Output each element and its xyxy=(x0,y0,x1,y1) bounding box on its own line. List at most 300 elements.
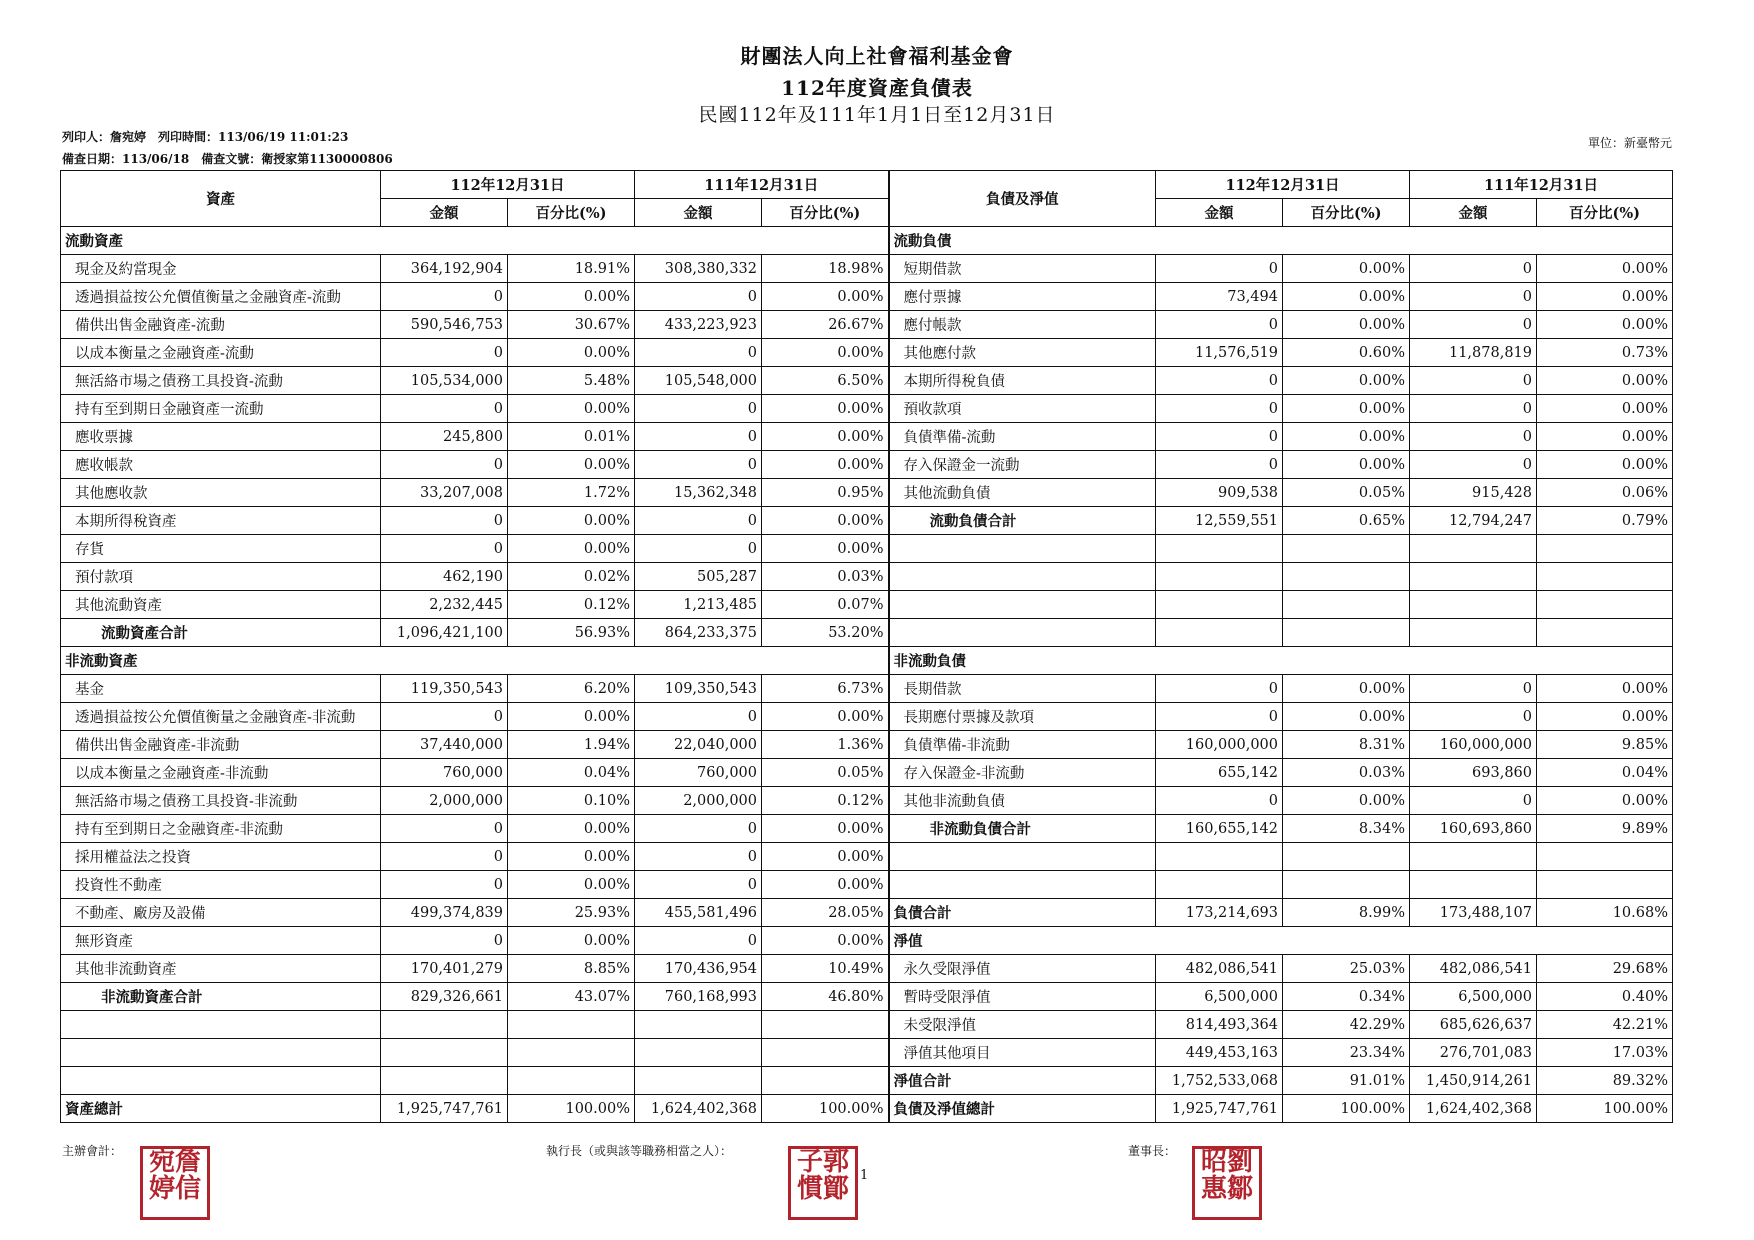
liability-label: 淨值 xyxy=(889,927,1673,955)
liability-label: 長期借款 xyxy=(889,675,1156,703)
asset-amount-cell: 1,213,485 xyxy=(635,591,762,619)
asset-amount-cell: 1,096,421,100 xyxy=(381,619,508,647)
asset-amount-cell: 462,190 xyxy=(381,563,508,591)
asset-percent-cell: 0.00% xyxy=(762,451,889,479)
asset-amount-cell: 760,000 xyxy=(381,759,508,787)
liability-amount-cell: 6,500,000 xyxy=(1156,983,1283,1011)
liability-percent-cell: 17.03% xyxy=(1537,1039,1673,1067)
asset-amount-cell: 2,000,000 xyxy=(381,787,508,815)
liability-label: 本期所得稅負債 xyxy=(889,367,1156,395)
table-row xyxy=(61,619,1673,647)
liability-percent-cell: 0.04% xyxy=(1537,759,1673,787)
liability-amount-cell: 0 xyxy=(1156,675,1283,703)
table-row xyxy=(61,591,1673,619)
liability-percent-cell: 0.00% xyxy=(1283,395,1410,423)
liability-label: 長期應付票據及款項 xyxy=(889,703,1156,731)
liability-label xyxy=(889,619,1156,647)
asset-label: 持有至到期日金融資產一流動 xyxy=(61,395,381,423)
liability-percent-cell: 0.05% xyxy=(1283,479,1410,507)
liability-amount-cell xyxy=(1410,563,1537,591)
table-row xyxy=(61,871,1673,899)
liability-amount-cell: 6,500,000 xyxy=(1410,983,1537,1011)
asset-amount-cell: 0 xyxy=(635,423,762,451)
table-row xyxy=(61,507,1673,535)
asset-label: 其他非流動資產 xyxy=(61,955,381,983)
asset-percent-cell: 0.00% xyxy=(762,423,889,451)
liability-percent-cell: 0.00% xyxy=(1537,787,1673,815)
liability-percent-cell: 9.85% xyxy=(1537,731,1673,759)
liability-amount-cell: 482,086,541 xyxy=(1156,955,1283,983)
percent-header: 百分比(%) xyxy=(762,199,889,227)
liability-percent-cell: 0.00% xyxy=(1537,311,1673,339)
liability-percent-cell: 0.34% xyxy=(1283,983,1410,1011)
liability-amount-cell: 0 xyxy=(1156,423,1283,451)
asset-percent-cell: 0.00% xyxy=(762,535,889,563)
liability-label: 未受限淨值 xyxy=(889,1011,1156,1039)
asset-percent-cell: 0.00% xyxy=(508,535,635,563)
liability-amount-cell: 0 xyxy=(1156,787,1283,815)
asset-percent-cell: 0.00% xyxy=(762,871,889,899)
asset-percent-cell: 1.36% xyxy=(762,731,889,759)
table-row xyxy=(61,479,1673,507)
balance-sheet-body xyxy=(61,227,1673,1123)
liability-label: 淨值合計 xyxy=(889,1067,1156,1095)
asset-label xyxy=(61,1011,381,1039)
org-title: 財團法人向上社會福利基金會 xyxy=(740,44,1014,68)
table-row xyxy=(61,759,1673,787)
asset-percent-cell xyxy=(762,1039,889,1067)
liability-amount-cell: 160,000,000 xyxy=(1410,731,1537,759)
asset-label: 其他應收款 xyxy=(61,479,381,507)
liability-percent-cell: 91.01% xyxy=(1283,1067,1410,1095)
liability-amount-cell: 276,701,083 xyxy=(1410,1039,1537,1067)
table-row xyxy=(61,255,1673,283)
asset-amount-cell: 0 xyxy=(635,507,762,535)
liability-amount-cell: 685,626,637 xyxy=(1410,1011,1537,1039)
liability-label: 預收款項 xyxy=(889,395,1156,423)
liability-amount-cell: 0 xyxy=(1156,703,1283,731)
liability-label: 短期借款 xyxy=(889,255,1156,283)
asset-amount-cell: 0 xyxy=(381,871,508,899)
liabilities-year112-header: 112年12月31日 xyxy=(1156,171,1410,199)
asset-amount-cell: 829,326,661 xyxy=(381,983,508,1011)
asset-percent-cell: 0.10% xyxy=(508,787,635,815)
liability-amount-cell: 0 xyxy=(1156,255,1283,283)
asset-amount-cell: 0 xyxy=(635,283,762,311)
liability-amount-cell: 0 xyxy=(1410,255,1537,283)
liability-amount-cell: 0 xyxy=(1156,367,1283,395)
liability-label: 應付帳款 xyxy=(889,311,1156,339)
asset-amount-cell xyxy=(381,1011,508,1039)
chairman-seal: 昭劉惠鄒 xyxy=(1192,1146,1262,1220)
report-title: 112年度資產負債表 xyxy=(781,76,973,100)
percent-header: 百分比(%) xyxy=(1537,199,1673,227)
table-row xyxy=(61,843,1673,871)
liability-amount-cell: 173,488,107 xyxy=(1410,899,1537,927)
liability-label: 非流動負債 xyxy=(889,647,1673,675)
table-row xyxy=(61,1011,1673,1039)
asset-amount-cell: 37,440,000 xyxy=(381,731,508,759)
asset-percent-cell: 0.00% xyxy=(762,815,889,843)
asset-percent-cell: 0.00% xyxy=(508,927,635,955)
table-row xyxy=(61,311,1673,339)
asset-amount-cell: 760,000 xyxy=(635,759,762,787)
liability-amount-cell: 1,624,402,368 xyxy=(1410,1095,1537,1123)
asset-amount-cell: 105,534,000 xyxy=(381,367,508,395)
asset-percent-cell: 0.01% xyxy=(508,423,635,451)
asset-label: 採用權益法之投資 xyxy=(61,843,381,871)
asset-percent-cell: 53.20% xyxy=(762,619,889,647)
asset-amount-cell: 2,000,000 xyxy=(635,787,762,815)
liability-amount-cell: 0 xyxy=(1410,787,1537,815)
asset-percent-cell: 10.49% xyxy=(762,955,889,983)
liability-amount-cell: 173,214,693 xyxy=(1156,899,1283,927)
accountant-seal: 宛詹婷信 xyxy=(140,1146,210,1220)
asset-percent-cell: 8.85% xyxy=(508,955,635,983)
asset-percent-cell: 0.03% xyxy=(762,563,889,591)
asset-percent-cell: 0.00% xyxy=(762,339,889,367)
liability-percent-cell: 8.99% xyxy=(1283,899,1410,927)
asset-percent-cell: 25.93% xyxy=(508,899,635,927)
liability-amount-cell: 0 xyxy=(1410,451,1537,479)
liability-percent-cell: 0.00% xyxy=(1537,423,1673,451)
liability-amount-cell: 449,453,163 xyxy=(1156,1039,1283,1067)
asset-amount-cell: 170,436,954 xyxy=(635,955,762,983)
asset-label xyxy=(61,1039,381,1067)
asset-label: 非流動資產 xyxy=(61,647,889,675)
asset-label: 資產總計 xyxy=(61,1095,381,1123)
liability-percent-cell: 0.00% xyxy=(1283,787,1410,815)
liability-amount-cell: 1,925,747,761 xyxy=(1156,1095,1283,1123)
amount-header: 金額 xyxy=(1410,199,1537,227)
asset-percent-cell: 0.00% xyxy=(762,395,889,423)
liability-amount-cell: 0 xyxy=(1156,451,1283,479)
liability-amount-cell xyxy=(1156,535,1283,563)
table-row xyxy=(61,703,1673,731)
liability-amount-cell xyxy=(1156,591,1283,619)
asset-percent-cell: 0.00% xyxy=(508,871,635,899)
asset-percent-cell xyxy=(508,1039,635,1067)
asset-percent-cell: 0.00% xyxy=(762,927,889,955)
asset-amount-cell: 364,192,904 xyxy=(381,255,508,283)
asset-amount-cell: 170,401,279 xyxy=(381,955,508,983)
asset-percent-cell: 0.00% xyxy=(508,283,635,311)
liabilities-year111-header: 111年12月31日 xyxy=(1410,171,1673,199)
table-row xyxy=(61,1067,1673,1095)
asset-amount-cell: 505,287 xyxy=(635,563,762,591)
liability-percent-cell: 100.00% xyxy=(1537,1095,1673,1123)
asset-amount-cell: 499,374,839 xyxy=(381,899,508,927)
liability-percent-cell xyxy=(1283,591,1410,619)
liability-label: 應付票據 xyxy=(889,283,1156,311)
asset-percent-cell: 1.94% xyxy=(508,731,635,759)
table-row xyxy=(61,927,1673,955)
asset-percent-cell: 100.00% xyxy=(762,1095,889,1123)
asset-amount-cell: 22,040,000 xyxy=(635,731,762,759)
asset-percent-cell: 0.95% xyxy=(762,479,889,507)
asset-amount-cell: 0 xyxy=(635,703,762,731)
asset-amount-cell xyxy=(635,1067,762,1095)
liability-label: 非流動負債合計 xyxy=(889,815,1156,843)
liability-amount-cell xyxy=(1410,535,1537,563)
balance-sheet-table xyxy=(60,170,1673,1123)
liability-label: 淨值其他項目 xyxy=(889,1039,1156,1067)
asset-percent-cell: 43.07% xyxy=(508,983,635,1011)
liability-label: 流動負債 xyxy=(889,227,1673,255)
asset-percent-cell: 0.00% xyxy=(762,283,889,311)
asset-percent-cell: 30.67% xyxy=(508,311,635,339)
liability-percent-cell: 0.03% xyxy=(1283,759,1410,787)
asset-label: 無活絡市場之債務工具投資-非流動 xyxy=(61,787,381,815)
liability-percent-cell: 0.00% xyxy=(1537,675,1673,703)
liability-amount-cell xyxy=(1410,871,1537,899)
asset-percent-cell: 0.00% xyxy=(508,815,635,843)
asset-percent-cell: 0.12% xyxy=(762,787,889,815)
liability-percent-cell: 0.00% xyxy=(1537,367,1673,395)
liability-amount-cell: 12,559,551 xyxy=(1156,507,1283,535)
liability-percent-cell: 0.00% xyxy=(1283,283,1410,311)
liability-amount-cell: 814,493,364 xyxy=(1156,1011,1283,1039)
asset-amount-cell: 433,223,923 xyxy=(635,311,762,339)
liability-percent-cell: 100.00% xyxy=(1283,1095,1410,1123)
asset-amount-cell: 0 xyxy=(381,927,508,955)
asset-percent-cell: 0.00% xyxy=(508,703,635,731)
liability-amount-cell xyxy=(1156,843,1283,871)
liability-percent-cell xyxy=(1537,619,1673,647)
asset-amount-cell: 0 xyxy=(381,703,508,731)
liability-label: 負債合計 xyxy=(889,899,1156,927)
liability-amount-cell xyxy=(1410,843,1537,871)
asset-amount-cell: 245,800 xyxy=(381,423,508,451)
liability-amount-cell: 0 xyxy=(1410,283,1537,311)
liability-amount-cell: 11,878,819 xyxy=(1410,339,1537,367)
liability-label: 其他非流動負債 xyxy=(889,787,1156,815)
liability-label xyxy=(889,843,1156,871)
asset-label: 透過損益按公允價值衡量之金融資產-非流動 xyxy=(61,703,381,731)
asset-amount-cell: 0 xyxy=(635,871,762,899)
liability-percent-cell: 8.31% xyxy=(1283,731,1410,759)
asset-percent-cell: 0.00% xyxy=(762,843,889,871)
asset-percent-cell: 1.72% xyxy=(508,479,635,507)
table-row xyxy=(61,983,1673,1011)
liability-label: 負債準備-流動 xyxy=(889,423,1156,451)
liability-amount-cell: 0 xyxy=(1156,395,1283,423)
liability-label: 流動負債合計 xyxy=(889,507,1156,535)
table-row xyxy=(61,395,1673,423)
liability-amount-cell: 160,000,000 xyxy=(1156,731,1283,759)
liability-label xyxy=(889,591,1156,619)
liability-amount-cell xyxy=(1410,619,1537,647)
asset-percent-cell: 6.50% xyxy=(762,367,889,395)
asset-amount-cell: 109,350,543 xyxy=(635,675,762,703)
asset-percent-cell: 0.00% xyxy=(508,843,635,871)
table-row xyxy=(61,451,1673,479)
table-row xyxy=(61,1039,1673,1067)
asset-amount-cell: 455,581,496 xyxy=(635,899,762,927)
liability-amount-cell: 160,655,142 xyxy=(1156,815,1283,843)
asset-label: 備供出售金融資產-流動 xyxy=(61,311,381,339)
liability-percent-cell: 0.00% xyxy=(1283,311,1410,339)
asset-amount-cell: 15,362,348 xyxy=(635,479,762,507)
page-number: 1 xyxy=(860,1168,869,1183)
percent-header: 百分比(%) xyxy=(1283,199,1410,227)
asset-label xyxy=(61,1067,381,1095)
asset-label: 流動資產合計 xyxy=(61,619,381,647)
assets-year112-header: 112年12月31日 xyxy=(381,171,635,199)
liability-amount-cell: 11,576,519 xyxy=(1156,339,1283,367)
asset-percent-cell: 5.48% xyxy=(508,367,635,395)
amount-header: 金額 xyxy=(1156,199,1283,227)
table-row xyxy=(61,899,1673,927)
asset-percent-cell: 0.00% xyxy=(762,703,889,731)
liability-percent-cell: 10.68% xyxy=(1537,899,1673,927)
asset-label: 備供出售金融資產-非流動 xyxy=(61,731,381,759)
asset-percent-cell: 56.93% xyxy=(508,619,635,647)
liability-amount-cell: 73,494 xyxy=(1156,283,1283,311)
asset-percent-cell: 0.05% xyxy=(762,759,889,787)
asset-label: 無形資產 xyxy=(61,927,381,955)
liability-percent-cell: 0.60% xyxy=(1283,339,1410,367)
liability-amount-cell: 0 xyxy=(1410,311,1537,339)
asset-amount-cell: 0 xyxy=(635,927,762,955)
asset-percent-cell: 0.07% xyxy=(762,591,889,619)
asset-amount-cell: 590,546,753 xyxy=(381,311,508,339)
liability-label: 暫時受限淨值 xyxy=(889,983,1156,1011)
liability-percent-cell xyxy=(1283,563,1410,591)
liability-amount-cell: 693,860 xyxy=(1410,759,1537,787)
table-row xyxy=(61,339,1673,367)
asset-amount-cell: 0 xyxy=(381,283,508,311)
liability-amount-cell: 12,794,247 xyxy=(1410,507,1537,535)
asset-percent-cell: 46.80% xyxy=(762,983,889,1011)
table-row xyxy=(61,367,1673,395)
asset-percent-cell: 0.02% xyxy=(508,563,635,591)
assets-year111-header: 111年12月31日 xyxy=(635,171,889,199)
liability-amount-cell xyxy=(1156,619,1283,647)
asset-amount-cell: 864,233,375 xyxy=(635,619,762,647)
liability-amount-cell: 482,086,541 xyxy=(1410,955,1537,983)
asset-amount-cell: 0 xyxy=(381,507,508,535)
asset-amount-cell: 119,350,543 xyxy=(381,675,508,703)
liability-percent-cell: 0.00% xyxy=(1537,395,1673,423)
asset-percent-cell xyxy=(762,1067,889,1095)
asset-label: 以成本衡量之金融資產-流動 xyxy=(61,339,381,367)
table-row xyxy=(61,675,1673,703)
asset-amount-cell: 0 xyxy=(635,395,762,423)
liability-amount-cell xyxy=(1156,871,1283,899)
table-row xyxy=(61,227,1673,255)
asset-percent-cell: 28.05% xyxy=(762,899,889,927)
filing-info: 備查日期：113/06/18 備查文號：衛授家第1130000806 xyxy=(62,152,393,166)
asset-percent-cell: 6.73% xyxy=(762,675,889,703)
asset-percent-cell: 0.00% xyxy=(508,395,635,423)
asset-label: 現金及約當現金 xyxy=(61,255,381,283)
asset-amount-cell: 2,232,445 xyxy=(381,591,508,619)
table-row xyxy=(61,1095,1673,1123)
asset-amount-cell: 33,207,008 xyxy=(381,479,508,507)
liability-amount-cell: 0 xyxy=(1410,703,1537,731)
table-row xyxy=(61,283,1673,311)
liability-label xyxy=(889,871,1156,899)
liability-percent-cell: 0.00% xyxy=(1537,283,1673,311)
liabilities-header: 負債及淨值 xyxy=(889,171,1156,227)
liability-percent-cell xyxy=(1537,591,1673,619)
liability-amount-cell xyxy=(1156,563,1283,591)
asset-percent-cell: 0.00% xyxy=(508,451,635,479)
currency-unit: 單位：新臺幣元 xyxy=(1587,136,1672,150)
asset-percent-cell: 18.91% xyxy=(508,255,635,283)
liability-percent-cell: 25.03% xyxy=(1283,955,1410,983)
report-period: 民國112年及111年1月1日至12月31日 xyxy=(698,104,1056,126)
liability-percent-cell: 23.34% xyxy=(1283,1039,1410,1067)
liability-percent-cell xyxy=(1283,871,1410,899)
asset-label: 投資性不動產 xyxy=(61,871,381,899)
liability-percent-cell: 0.00% xyxy=(1537,255,1673,283)
asset-percent-cell: 26.67% xyxy=(762,311,889,339)
liability-percent-cell: 0.00% xyxy=(1283,255,1410,283)
liability-label: 其他應付款 xyxy=(889,339,1156,367)
asset-amount-cell: 105,548,000 xyxy=(635,367,762,395)
table-row xyxy=(61,955,1673,983)
amount-header: 金額 xyxy=(635,199,762,227)
liability-percent-cell xyxy=(1537,871,1673,899)
liability-percent-cell xyxy=(1537,843,1673,871)
liability-percent-cell: 0.00% xyxy=(1283,675,1410,703)
liability-percent-cell: 0.40% xyxy=(1537,983,1673,1011)
asset-amount-cell: 308,380,332 xyxy=(635,255,762,283)
asset-amount-cell: 0 xyxy=(381,815,508,843)
liability-amount-cell: 1,450,914,261 xyxy=(1410,1067,1537,1095)
liability-percent-cell xyxy=(1283,843,1410,871)
print-info: 列印人：詹宛婷 列印時間：113/06/19 11:01:23 xyxy=(62,130,349,144)
asset-percent-cell: 0.12% xyxy=(508,591,635,619)
liability-label: 存入保證金一流動 xyxy=(889,451,1156,479)
asset-amount-cell: 1,925,747,761 xyxy=(381,1095,508,1123)
accountant-signature-label: 主辦會計： xyxy=(62,1144,123,1158)
liability-amount-cell: 0 xyxy=(1410,395,1537,423)
assets-header: 資產 xyxy=(61,171,381,227)
liability-percent-cell: 0.00% xyxy=(1283,703,1410,731)
table-row xyxy=(61,787,1673,815)
amount-header: 金額 xyxy=(381,199,508,227)
asset-label: 應收帳款 xyxy=(61,451,381,479)
asset-amount-cell: 760,168,993 xyxy=(635,983,762,1011)
asset-amount-cell xyxy=(635,1039,762,1067)
liability-percent-cell xyxy=(1283,619,1410,647)
liability-amount-cell: 915,428 xyxy=(1410,479,1537,507)
asset-percent-cell: 0.00% xyxy=(762,507,889,535)
liability-amount-cell: 160,693,860 xyxy=(1410,815,1537,843)
liability-amount-cell: 1,752,533,068 xyxy=(1156,1067,1283,1095)
asset-amount-cell: 0 xyxy=(635,535,762,563)
liability-percent-cell: 0.65% xyxy=(1283,507,1410,535)
liability-percent-cell xyxy=(1283,535,1410,563)
liability-percent-cell: 0.79% xyxy=(1537,507,1673,535)
asset-label: 以成本衡量之金融資產-非流動 xyxy=(61,759,381,787)
liability-label xyxy=(889,563,1156,591)
liability-label: 存入保證金-非流動 xyxy=(889,759,1156,787)
liability-amount-cell: 655,142 xyxy=(1156,759,1283,787)
asset-percent-cell: 6.20% xyxy=(508,675,635,703)
asset-amount-cell: 0 xyxy=(381,395,508,423)
liability-amount-cell: 0 xyxy=(1156,311,1283,339)
asset-amount-cell: 0 xyxy=(381,451,508,479)
asset-amount-cell: 0 xyxy=(635,815,762,843)
asset-label: 無活絡市場之債務工具投資-流動 xyxy=(61,367,381,395)
liability-amount-cell: 0 xyxy=(1410,367,1537,395)
asset-percent-cell: 18.98% xyxy=(762,255,889,283)
liability-amount-cell: 909,538 xyxy=(1156,479,1283,507)
